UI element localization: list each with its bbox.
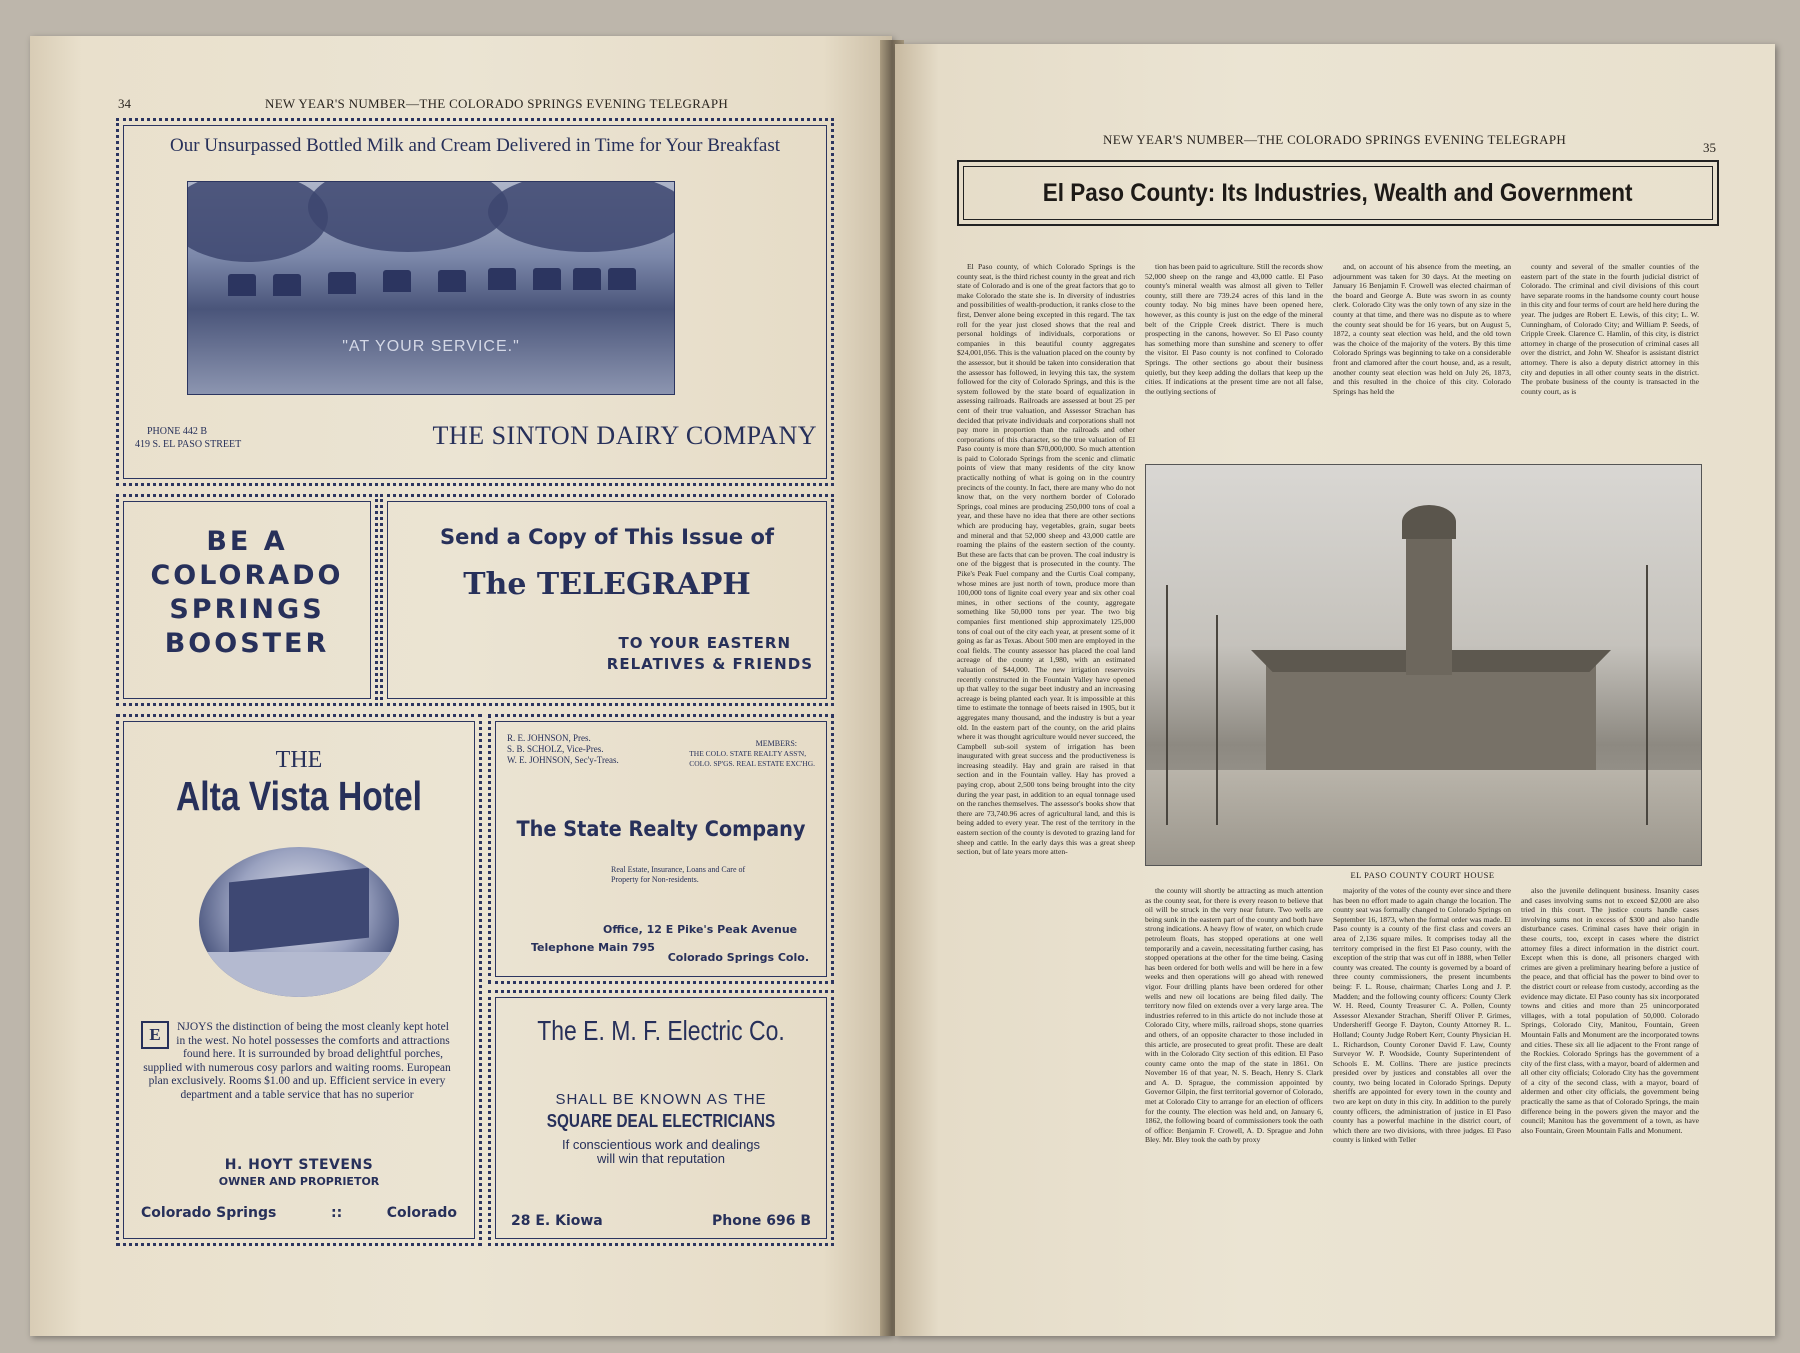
electric-line2: SQUARE DEAL ELECTRICIANS (546, 1111, 776, 1131)
courthouse-caption: EL PASO COUNTY COURT HOUSE (1350, 870, 1495, 880)
officer: S. B. SCHOLZ, Vice-Pres. (507, 744, 604, 754)
hotel-city: Colorado Springs (141, 1205, 277, 1221)
electric-phone: Phone 696 B (712, 1213, 811, 1229)
hotel-illustration (199, 847, 399, 997)
left-running-head: NEW YEAR'S NUMBER—THE COLORADO SPRINGS EVENING TELEGRAPH (265, 96, 729, 111)
article-title-box (957, 160, 1719, 226)
article-column-4-top (1521, 262, 1699, 454)
telegraph-line3: TO YOUR EASTERN (618, 634, 791, 652)
article-column-3-bottom (1333, 886, 1511, 1246)
article-column-1 (957, 262, 1135, 1242)
realty-telephone: Telephone Main 795 (531, 941, 655, 954)
hotel-state: Colorado (386, 1205, 457, 1221)
booster-ad (116, 494, 378, 706)
article-column-4-bottom (1521, 886, 1699, 1246)
right-page-number: 35 (1703, 140, 1716, 155)
column-text: county and several of the smaller counties of the eastern part of the state in the fourth judicial district of Colorado. The criminal and civil divisions of this court have separate rooms in the handsome county court house in this city and four terms of court are held here during the year. The judges are Robert E. Lewis, of this city; L. W. Cunningham, of Colorado City; and William P. Seeds, of Cripple Creek. Clarence C. Hamlin, of this city, is district attorney in charge of the prosecution of criminal cases all over the district, and John W. Sheafor is assistant district attorney. There is also a deputy district attorney in this city and deputies in all other county seats in the district. The probate business of the county is transacted in the county court, as is (1521, 262, 1699, 396)
dairy-company-name: THE SINTON DAIRY COMPANY (432, 421, 817, 450)
electric-address: 28 E. Kiowa (511, 1213, 603, 1229)
electric-line4: will win that reputation (597, 1151, 725, 1166)
electric-line3: If conscientious work and dealings (561, 1137, 760, 1152)
hotel-the: THE (275, 747, 323, 773)
emf-electric-ad (488, 990, 834, 1246)
realty-members-label: MEMBERS: (755, 739, 797, 748)
column-text: El Paso county, of which Colorado Springs is the county seat, is the third richest county in the great and rich state of Colorado and is one of the great factors that go to make Colorado the state she is. In diversity of industries and possibilities of wealth-production, it ranks close to the first, Denver alone being excepted in this regard. The tax roll for the year just closed shows that the real and personal holdings of individuals, corporations or companies in this beautiful county aggregates $24,001,056. This is the valuation placed on the county by the assessor, but it should be taken into consideration that the assessor has followed, in levying this tax, the system followed for the city of Colorado Springs, and this is the system followed by the state board of equalization in assessing railroads. Railroads are assessed at bout 25 per cent of their true valuation, and Assessor Strachan has decided that private individuals and corporations shall not pay more in proportion than the railroads and other corporations of this character, so the true valuation of El Paso county is more than $70,000,000. So much attention is paid to Colorado Springs from the scenic and climatic points of view that many residents of the city know practically nothing of what is going on in the country precincts of the county. In fact, there are many who do not know that, on the very northern border of Colorado Springs, coal mines are producing 250,000 tons of coal a year, and these have no idea that there are other sections which are producing hay, vegetables, grain, sugar beets and mineral and that 52,000 sheep and 43,000 cattle are roaming the plains of the eastern section of the county. But these are facts that can be proven. The coal industry is one of the biggest that is prosecuted in the county. The Pike's Peak Fuel company and the Curtis Coal company, whose mines are just north of town, produce more than 100,000 tons of lignite coal every year and six other coal mines, in other sections of the county, aggregate something like 50,000 tons per year. The two big companies first mentioned ship approximately 125,000 tons of coal out of the city each year, at present some of it going as far as Texas. About 500 men are employed in the coal fields. The county assessor has placed the coal land acreage of the county at 1,980, with an estimated valuation of $44,000. The new irrigation reservoirs recently constructed in the Fountain Valley have opened up that valley to the sugar beet industry and an increasing acreage is being planted each year. It is impossible at this time to estimate the tonnage of beets raised in 1905, but it aggregates many thousand, and the industry is but a year old. In the eastern part of the county, on the arid plains where it was thought agriculture would never succeed, the Campbell sub-soil system of irrigation has been inaugurated with great success and the productiveness is increasing steadily. Hay and grain are raised in that section and in the Fountain valley. Hay has proved a paying crop, about 2,500 tons being brought into the city during the year past, in addition to an equal tonnage used on the ranches themselves. The assessor's books show that there are 73,740.96 acres of agricultural land, and this is being added to every year. The rest of the territory in the eastern section of the county is devoted to grazing land for sheep and cattle. In the early days this was a great sheep section, but of late years more atten- (957, 262, 1135, 857)
member: THE COLO. STATE REALTY ASS'N, (689, 749, 807, 758)
telegraph-line1: Send a Copy of This Issue of (439, 525, 775, 549)
hotel-sep: :: (331, 1205, 343, 1221)
hotel-description (141, 1021, 453, 1103)
dairy-address: 419 S. EL PASO STREET (135, 439, 242, 450)
realty-members (689, 749, 815, 769)
left-page-number: 34 (118, 96, 131, 111)
right-running-head: NEW YEAR'S NUMBER—THE COLORADO SPRINGS EVENING TELEGRAPH (1103, 132, 1567, 147)
electric-line1: SHALL BE KNOWN AS THE (555, 1091, 767, 1108)
hotel-owner: H. HOYT STEVENS (224, 1157, 374, 1173)
drop-cap-e: E (141, 1021, 169, 1049)
hotel-body: NJOYS the distinction of being the most cleanly kept hotel in the west. No hotel possesses the comforts and attractions found here. It is surrounded by broad delightful porches, supplied with numerous cosy parlors and waiting rooms. European plan exclusively. Rooms $1.00 and up. Efficient service in every department and a table service that has no superior (143, 1021, 451, 1101)
booster-line: COLORADO (150, 560, 344, 591)
courthouse-photo (1145, 464, 1702, 866)
sinton-dairy-ad (116, 118, 834, 486)
column-text: tion has been paid to agriculture. Still the records show 52,000 sheep on the range and 43,000 cattle. El Paso county's mineral wealth was almost all given to Teller county, still there are 739.24 acres of this land in the county today. No big mines have been opened here, however, as this county is just on the edge of the mineral belt of the Cripple Creek district. There is much prospecting in the canons, however. So El Paso county has something more than sunshine and scenery to offer the visitor. El Paso county is not confined to Colorado Springs. The other sections go about their business quietly, but they keep adding the dollars that keep up the cities. If indications at the present time are not all false, the outlying sections of (1145, 262, 1323, 396)
article-column-3-top (1333, 262, 1511, 454)
telegraph-line4: RELATIVES & FRIENDS (606, 655, 813, 673)
booster-line: BE A (206, 526, 288, 557)
dairy-wagons-photo (187, 181, 675, 395)
realty-office: Office, 12 E Pike's Peak Avenue (603, 923, 798, 936)
column-text: the county will shortly be attracting as much attention as the county seat, for there is every reason to believe that oil will be struck in the very near future. Two wells are being sunk in the eastern part of the county and both have strong indications. A heavy flow of water, on which crude petroleum floats, has stopped operations at one well temporarily and a cavein, necessitating further casing, has stopped operations at the other for the time being. Casing has been ordered for both wells and will be here in a few weeks and then operations will go ahead with renewed vigor. Four drilling plants have been ordered for other wells and new oil locations are being filed daily. The territory now filed on extends over a very large area. The industries referred to in this article do not include those at Colorado City, where mills, railroad shops, stone quarries and others, of an opposite character to those included in this article, are prosecuted to great profit. These are dealt with in the Colorado City section of this edition. El Paso county came onto the map of the state in 1861. On November 16 of that year, N. S. Beach, Henry S. Clark and A. D. Sprague, the commission appointed by Governor Gilpin, the first territorial governor of Colorado, met at Colorado City to arrange for an election of officers for the county. The election was held and, on January 6, 1862, the following board of commissioners took the oath of office: Benjamin F. Crowell, A. D. Sprague and John Bley. Mr. Bley took the oath by proxy (1145, 886, 1323, 1145)
photo-caption: "AT YOUR SERVICE." (342, 338, 520, 355)
right-page (895, 44, 1775, 1336)
state-realty-ad (488, 714, 834, 984)
hotel-name: Alta Vista Hotel (176, 773, 422, 819)
column-text: majority of the votes of the county ever since and there has been no effort made to again change the location. The county seat was formally changed to Colorado Springs on September 16, 1873, when the formal order was made. El Paso county is a county of the first class and covers an area of 2,136 square miles. It comprises today all the territory comprised in the first El Paso county, with the exception of the strip that was cut off in 1888, when Teller county was created. The county is governed by a board of three county commissioners, the present incumbents being: F. L. Rouse, chairman; Charles Long and J. P. Madden; and the following county officers: County Clerk W. H. Reed, County Treasurer C. A. Pollen, County Assessor Alexander Strachan, Sheriff Oliver P. Grimes, Undersheriff George F. Dayton, County Attorney R. L. Holland; County Judge Robert Kerr, County Physician H. L. Richardson, County Coroner David F. Law, County Surveyor W. P. Woodside, County Superintendent of Schools E. M. Collins. There are justice precincts presided over by justices and constables all over the county, two being located in Colorado Springs. Deputy sheriffs are appointed for every town in the county and two are kept on duty in this city. In addition to the purely county officers, the administration of justice in El Paso county has a powerful machine in the district court, of which there are two divisions, with three judges. El Paso county is linked with Teller (1333, 886, 1511, 1145)
officer: R. E. JOHNSON, Pres. (507, 733, 591, 743)
article-column-2-bottom (1145, 886, 1323, 1246)
booster-line: BOOSTER (164, 628, 330, 659)
booster-line: SPRINGS (169, 594, 325, 625)
telegraph-ad (380, 494, 834, 706)
left-page (30, 36, 892, 1336)
dairy-phone: PHONE 442 B (147, 426, 208, 437)
realty-name: The State Realty Company (516, 817, 806, 841)
column-text: also the juvenile delinquent business. Insanity cases and cases involving sums not to exceed $2,000 are also tried in this court. The justice courts handle cases involving sums not in excess of $300 and also handle disturbance cases. Criminal cases have their origin in these courts, too, except in cases where the district attorney files a direct information in the district court. Except when this is done, all prisoners charged with crimes are given a preliminary hearing before a justice of the peace, and that official has the power to bind over to the district court or release from custody, according as the evidence may dictate. El Paso county has six incorporated towns and cities and more than 25 unincorporated villages, with a total population of 50,000. Colorado Springs, Colorado City, Manitou, Fountain, Green Mountain Falls and Monument are the incorporated towns and cities. These six all lie adjacent to the Front range of the Rockies. Colorado Springs has the government of a city of the first class, with a mayor, board of aldermen and all other city officials; Colorado City has the government of a city of the second class, with a mayor, board of aldermen and other city officials, the government being practically the same as that of Colorado Springs, the main difference being in the powers given the mayor and the council; Manitou has the government of a town, as have also Fountain, Green Mountain Falls and Monument. (1521, 886, 1699, 1135)
dairy-headline: Our Unsurpassed Bottled Milk and Cream Delivered in Time for Your Breakfast (169, 135, 781, 156)
member: COLO. SP'GS. REAL ESTATE EXC'HG. (689, 759, 815, 768)
electric-name: The E. M. F. Electric Co. (537, 1015, 785, 1046)
realty-officers (507, 733, 619, 766)
telegraph-line2: The TELEGRAPH (463, 567, 751, 602)
column-text: and, on account of his absence from the meeting, an adjournment was taken for 30 days. At the meeting on January 16 Benjamin F. Crowell was elected chairman of the board and George A. Bute was sworn in as county clerk. Colorado City was the only town of any size in the county at that time, and there was no dispute as to where the county seat should be for 16 years, but on August 5, 1872, a county seat election was held, and the old town was the choice of the majority of the voters. By this time Colorado Springs was beginning to take on a considerable front and clamored after the court house, and, as a result, another county seat election was held on July 26, 1873, and this resulted in the choice of this city. Colorado Springs has held the (1333, 262, 1511, 396)
article-column-2-top (1145, 262, 1323, 454)
hotel-owner-title: OWNER AND PROPRIETOR (218, 1175, 380, 1188)
article-title: El Paso County: Its Industries, Wealth and Government (1043, 178, 1633, 207)
officer: W. E. JOHNSON, Sec'y-Treas. (507, 755, 619, 765)
alta-vista-hotel-ad (116, 714, 482, 1246)
booster-text (119, 525, 375, 661)
realty-services: Real Estate, Insurance, Loans and Care of Property for Non-residents. (611, 865, 746, 884)
realty-city: Colorado Springs Colo. (667, 951, 809, 964)
